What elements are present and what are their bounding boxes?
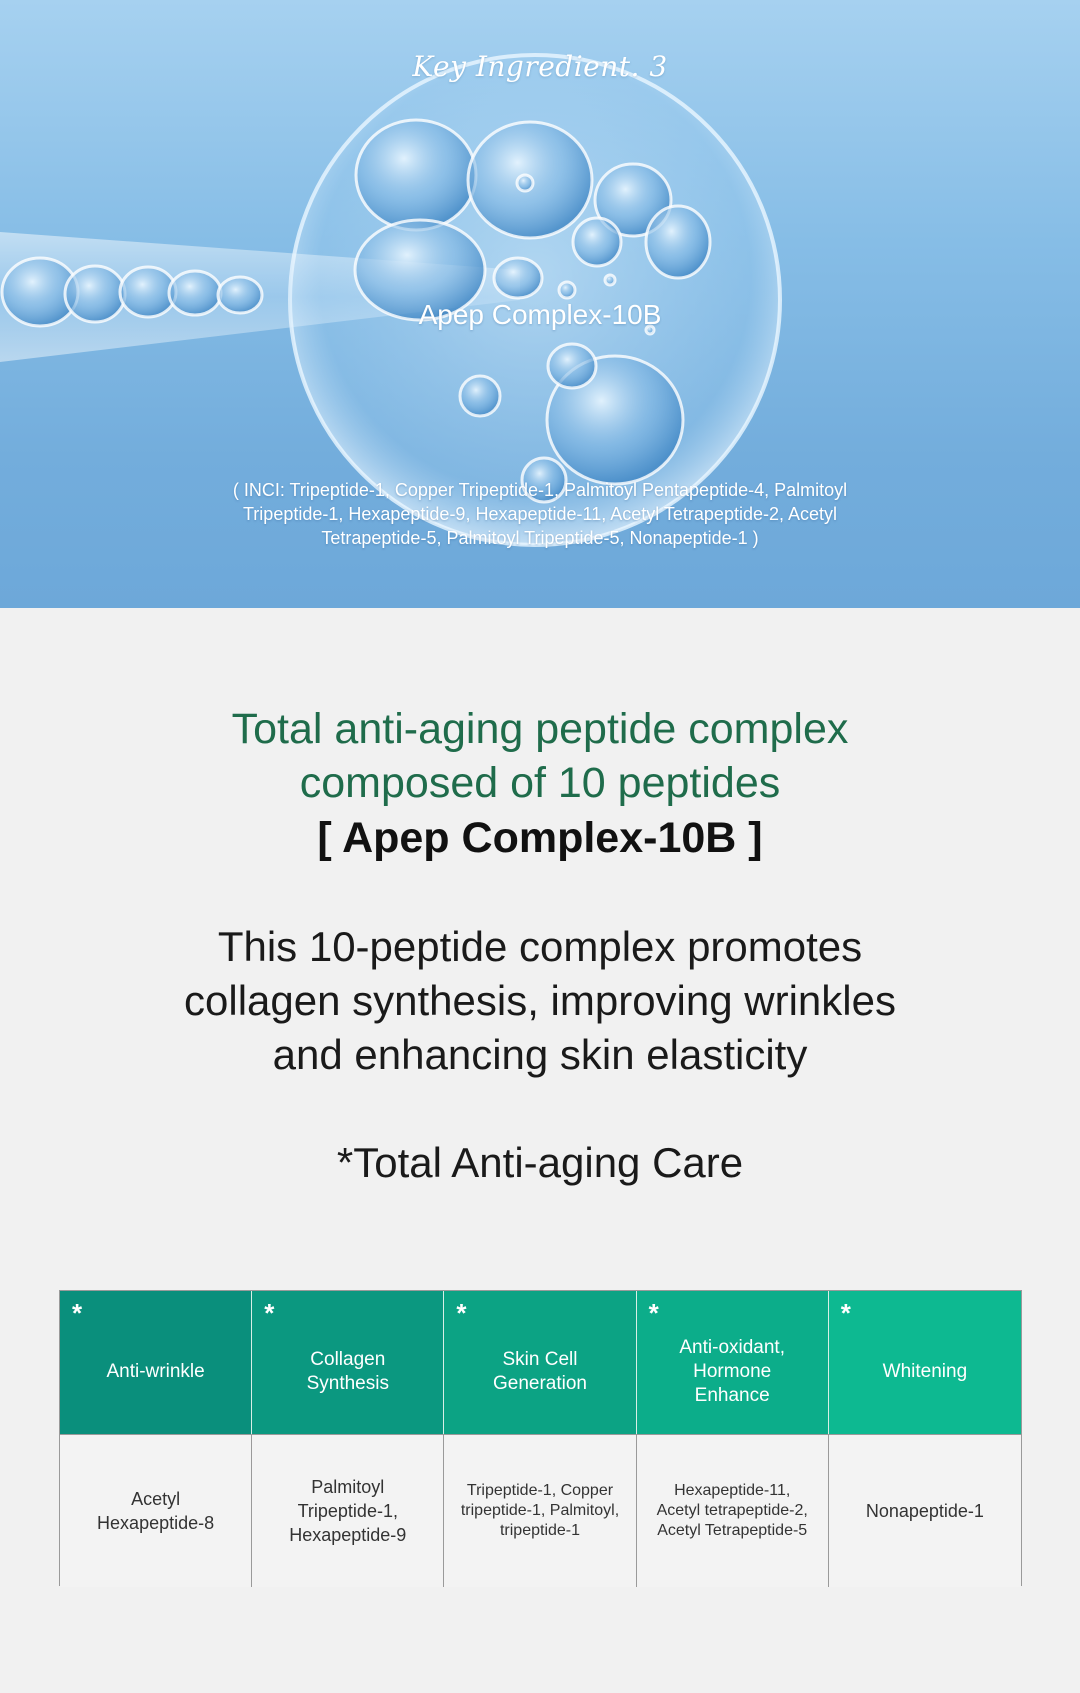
cell-value [461, 1481, 619, 1541]
header-line: Anti-wrinkle [106, 1360, 205, 1382]
header-line: Enhance [694, 1384, 770, 1406]
cell-value [289, 1475, 406, 1547]
table-header-label [679, 1336, 785, 1408]
table-header-anti-oxidant [637, 1291, 829, 1434]
header-line: Collagen [310, 1348, 386, 1370]
cell-line: Acetyl tetrapeptide-2, [656, 1502, 808, 1519]
table-header-anti-wrinkle [60, 1291, 252, 1434]
description-line-1: This 10-peptide complex promotes [217, 923, 863, 970]
table-cell-whitening [829, 1434, 1021, 1587]
table-cell-anti-wrinkle [60, 1434, 252, 1587]
table-header-label [883, 1360, 968, 1384]
headline [0, 702, 1080, 866]
asterisk-icon: * [840, 1298, 851, 1328]
cell-line: Acetyl [131, 1489, 181, 1509]
cell-line: Tripeptide-1, [297, 1501, 398, 1521]
table-header-label [307, 1348, 389, 1396]
cell-line: Palmitoyl [311, 1477, 385, 1497]
description-line-3: and enhancing skin elasticity [272, 1031, 808, 1078]
headline-product-name: [ Apep Complex-10B ] [317, 814, 763, 862]
table-header-skin-cell-generation [444, 1291, 636, 1434]
benefit-table [59, 1290, 1022, 1586]
header-line: Whitening [882, 1360, 968, 1382]
cell-line: tripeptide-1 [499, 1522, 581, 1539]
care-tagline: *Total Anti-aging Care [336, 1139, 744, 1186]
cell-line: Acetyl Tetrapeptide-5 [657, 1522, 808, 1539]
header-line: Anti-oxidant, [679, 1336, 785, 1358]
asterisk-icon: * [72, 1298, 83, 1328]
asterisk-icon: * [264, 1298, 275, 1328]
table-header-label [493, 1348, 587, 1396]
asterisk-icon: * [456, 1298, 467, 1328]
cell-line: tripeptide-1, Palmitoyl, [460, 1502, 620, 1519]
asterisk-icon: * [648, 1298, 659, 1328]
header-line: Hormone [693, 1360, 772, 1382]
cell-line: Hexapeptide-9 [289, 1525, 407, 1545]
table-header-whitening [829, 1291, 1021, 1434]
description-line-2: collagen synthesis, improving wrinkles [184, 977, 896, 1024]
hero-banner [0, 0, 1080, 608]
key-ingredient-label: Key Ingredient. 3 [412, 50, 668, 83]
header-line: Generation [492, 1372, 587, 1394]
cell-line: Nonapeptide-1 [865, 1501, 984, 1521]
cell-line: Tripeptide-1, Copper [466, 1482, 614, 1499]
header-line: Skin Cell [502, 1348, 578, 1370]
table-cell-collagen-synthesis [252, 1434, 444, 1587]
cell-value [97, 1487, 214, 1535]
headline-line-2: composed of 10 peptides [299, 759, 781, 807]
cell-line: Hexapeptide-8 [97, 1513, 215, 1533]
table-cell-skin-cell-generation [444, 1434, 636, 1587]
table-cell-anti-oxidant [637, 1434, 829, 1587]
headline-line-1: Total anti-aging peptide complex [231, 705, 849, 753]
cell-line: Hexapeptide-11, [674, 1482, 791, 1499]
table-header-collagen-synthesis [252, 1291, 444, 1434]
product-name: Apep Complex-10B [418, 299, 662, 330]
header-line: Synthesis [306, 1372, 389, 1394]
inci-list: ( INCI: Tripeptide-1, Copper Tripeptide-1, Palmitoyl Pentapeptide-4, Palmitoyl Tripeptide-1, Hexapeptide-9, Hexapeptide-11, Acetyl Tetrapeptide-2, Acetyl Tetrapeptide-5, Palmitoyl Tripeptide-5, Nonapeptide-1 ) [232, 480, 848, 548]
table-header-label [106, 1360, 204, 1384]
description [0, 920, 1080, 1082]
cell-value [866, 1499, 984, 1523]
cell-value [657, 1481, 808, 1541]
